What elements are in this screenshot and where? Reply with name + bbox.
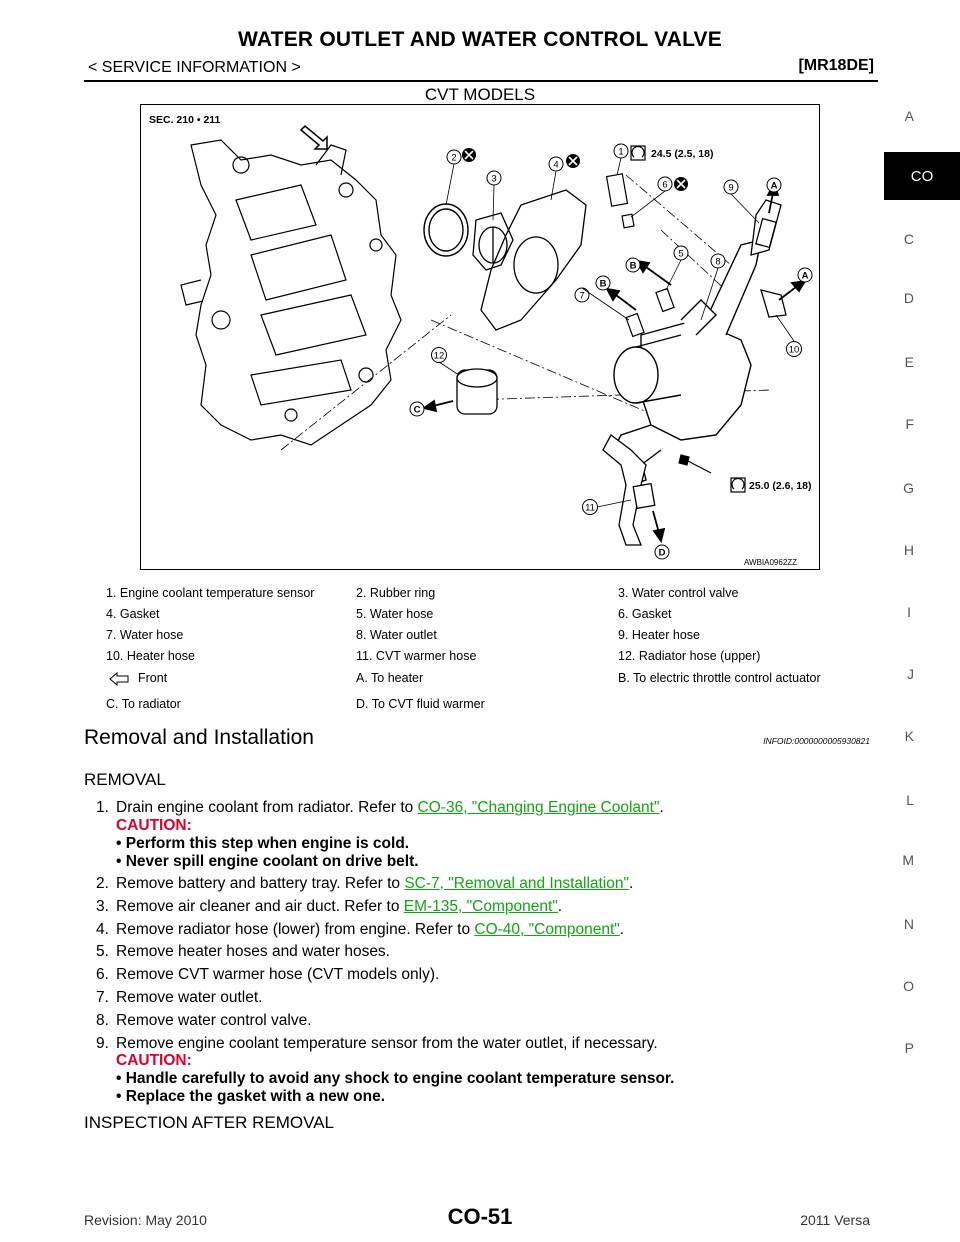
figure-image-code: AWBIA0962ZZ xyxy=(744,558,798,567)
side-index-h[interactable]: H xyxy=(903,542,914,558)
caution-item: • Replace the gasket with a new one. xyxy=(116,1088,386,1105)
caution-item: • Handle carefully to avoid any shock to engine coolant temperature sensor. xyxy=(116,1070,675,1087)
rubber-ring-drawing xyxy=(424,204,468,256)
section-heading: CVT MODELS xyxy=(424,85,536,104)
side-index-l[interactable]: L xyxy=(906,792,914,808)
step-9: 9. Remove engine coolant temperature sensor from the water outlet, if necessary. xyxy=(96,1035,658,1052)
letter-a-heater-2 xyxy=(798,268,812,282)
legend-item: 8. Water outlet xyxy=(356,628,437,642)
side-index-c[interactable]: C xyxy=(903,231,914,247)
link-sc-7[interactable]: SC-7, "Removal and Installation" xyxy=(404,875,629,892)
caution-label: CAUTION: xyxy=(116,817,192,834)
header-rule xyxy=(84,80,878,82)
removal-installation-heading: Removal and Installation xyxy=(84,726,314,749)
svg-text:3: 3 xyxy=(491,173,497,185)
side-index-g[interactable]: G xyxy=(903,480,914,496)
side-index-i[interactable]: I xyxy=(907,604,911,620)
callout-5 xyxy=(674,246,688,260)
side-index-m[interactable]: M xyxy=(902,852,914,868)
callout-1 xyxy=(614,144,628,158)
callout-12 xyxy=(432,348,447,363)
legend-item: A. To heater xyxy=(356,671,424,685)
legend-item: D. To CVT fluid warmer xyxy=(356,697,485,711)
side-index-o[interactable]: O xyxy=(903,978,914,994)
svg-text:2: 2 xyxy=(451,152,457,164)
legend-item: 7. Water hose xyxy=(106,628,184,642)
removal-subheading: REMOVAL xyxy=(84,770,166,789)
svg-text:12: 12 xyxy=(433,350,445,362)
figure-sec-label: SEC. 210 • 211 xyxy=(149,114,221,126)
callout-2 xyxy=(447,150,461,164)
side-index-d[interactable]: D xyxy=(903,290,914,306)
side-index-n[interactable]: N xyxy=(903,916,914,932)
callout-4 xyxy=(549,157,563,171)
caution-label: CAUTION: xyxy=(116,1052,192,1069)
engine-block-drawing xyxy=(181,140,401,445)
exploded-view-figure xyxy=(140,104,820,570)
callout-9 xyxy=(724,180,738,194)
svg-text:B: B xyxy=(629,260,637,272)
page-title: WATER OUTLET AND WATER CONTROL VALVE xyxy=(238,28,722,51)
svg-text:A: A xyxy=(770,180,778,192)
legend-item: 12. Radiator hose (upper) xyxy=(618,649,761,663)
side-index-a[interactable]: A xyxy=(904,108,914,124)
step-6: 6. Remove CVT warmer hose (CVT models only). xyxy=(96,966,440,983)
legend-item: 9. Heater hose xyxy=(618,628,700,642)
legend-item: 10. Heater hose xyxy=(106,649,195,663)
step-5: 5. Remove heater hoses and water hoses. xyxy=(96,943,390,960)
callout-8 xyxy=(711,254,725,268)
svg-text:4: 4 xyxy=(553,159,559,171)
letter-b-throttle-1 xyxy=(626,258,640,272)
link-em-135[interactable]: EM-135, "Component" xyxy=(403,898,558,915)
legend-item: 2. Rubber ring xyxy=(356,586,436,600)
legend-row xyxy=(106,671,876,691)
callout-10 xyxy=(787,342,802,357)
exploded-view-drawing xyxy=(141,105,818,568)
svg-text:A: A xyxy=(801,270,809,282)
svg-text:6: 6 xyxy=(662,179,668,191)
caution-item: • Never spill engine coolant on drive belt. xyxy=(116,853,419,870)
footer-revision: Revision: May 2010 xyxy=(84,1212,207,1228)
torque-top: 24.5 (2.5, 18) xyxy=(651,148,714,160)
link-co-40[interactable]: CO-40, "Component" xyxy=(474,921,620,938)
svg-text:D: D xyxy=(658,547,666,559)
svg-text:8: 8 xyxy=(715,256,721,268)
letter-d-cvt-warmer xyxy=(655,545,669,559)
callout-11 xyxy=(583,500,598,515)
legend-row xyxy=(106,649,876,669)
letter-a-heater-1 xyxy=(767,178,781,192)
svg-text:11: 11 xyxy=(585,502,595,514)
step-3: 3. Remove air cleaner and air duct. Refer to EM-135, "Component". xyxy=(96,898,563,915)
side-index-f[interactable]: F xyxy=(905,416,914,432)
legend-item: 11. CVT warmer hose xyxy=(356,649,477,663)
inspection-heading: INSPECTION AFTER REMOVAL xyxy=(84,1113,335,1132)
model-code: [MR18DE] xyxy=(798,57,874,74)
callout-6 xyxy=(658,177,672,191)
legend-item: 1. Engine coolant temperature sensor xyxy=(106,586,315,600)
side-index-k[interactable]: K xyxy=(904,728,914,744)
breadcrumb[interactable]: < SERVICE INFORMATION > xyxy=(88,59,301,76)
legend-row xyxy=(106,628,876,648)
side-index-co[interactable]: CO xyxy=(884,152,960,200)
legend-item: B. To electric throttle control actuator xyxy=(618,671,821,685)
legend-row xyxy=(106,697,876,717)
callout-3 xyxy=(487,171,501,185)
svg-text:10: 10 xyxy=(788,344,800,356)
step-1: 1. Drain engine coolant from radiator. Refer to CO-36, "Changing Engine Coolant". xyxy=(96,799,664,816)
letter-callouts xyxy=(410,178,812,559)
svg-text:C: C xyxy=(413,404,421,416)
callout-7 xyxy=(575,288,589,302)
svg-text:1: 1 xyxy=(618,146,624,158)
svg-text:5: 5 xyxy=(678,248,684,260)
info-id: INFOID:0000000005930821 xyxy=(763,736,870,746)
svg-text:9: 9 xyxy=(728,182,734,194)
letter-b-throttle-2 xyxy=(596,276,610,290)
step-8: 8. Remove water control valve. xyxy=(96,1012,312,1029)
step-4: 4. Remove radiator hose (lower) from engine. Refer to CO-40, "Component". xyxy=(96,921,625,938)
side-index-j[interactable]: J xyxy=(907,666,914,682)
legend-item: 6. Gasket xyxy=(618,607,672,621)
step-2: 2. Remove battery and battery tray. Refer to SC-7, "Removal and Installation". xyxy=(96,875,634,892)
legend-row xyxy=(106,586,876,606)
side-index-e[interactable]: E xyxy=(904,354,914,370)
caution-item: • Perform this step when engine is cold. xyxy=(116,835,410,852)
footer-model: 2011 Versa xyxy=(800,1212,870,1228)
svg-text:7: 7 xyxy=(579,290,585,302)
legend-item: 3. Water control valve xyxy=(618,586,739,600)
link-co-36[interactable]: CO-36, "Changing Engine Coolant" xyxy=(417,799,660,816)
water-control-valve-drawing xyxy=(473,213,513,270)
legend-item: C. To radiator xyxy=(106,697,181,711)
legend-item: 4. Gasket xyxy=(106,607,160,621)
water-outlet-drawing xyxy=(611,240,761,485)
front-arrow-icon xyxy=(108,672,130,686)
svg-text:B: B xyxy=(599,278,607,290)
side-index-p[interactable]: P xyxy=(904,1040,914,1056)
footer-page-number: CO-51 xyxy=(447,1204,513,1229)
legend-row xyxy=(106,607,876,627)
legend-item: Front xyxy=(138,671,168,685)
step-7: 7. Remove water outlet. xyxy=(96,989,263,1006)
front-arrow-icon xyxy=(301,126,327,149)
letter-c-radiator xyxy=(410,402,424,416)
legend-item: 5. Water hose xyxy=(356,607,434,621)
torque-bottom: 25.0 (2.6, 18) xyxy=(749,480,812,492)
